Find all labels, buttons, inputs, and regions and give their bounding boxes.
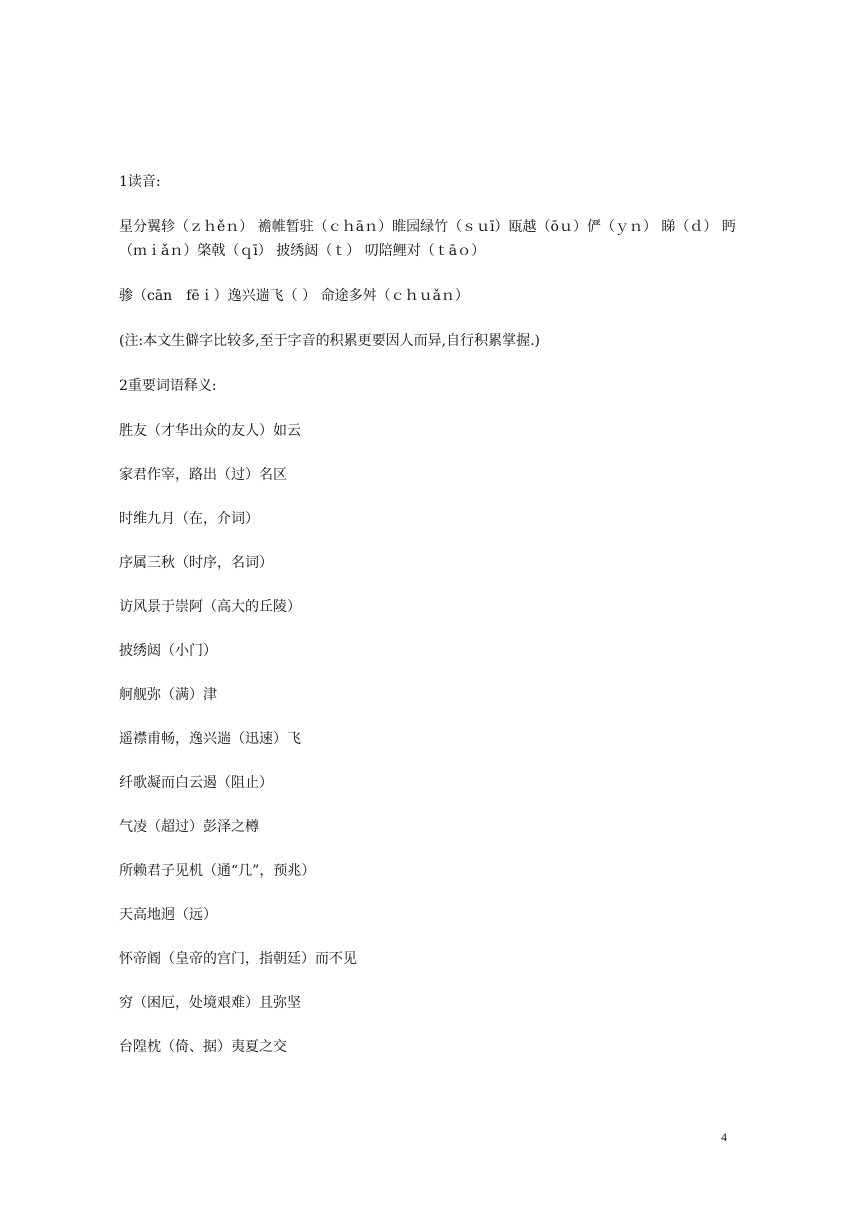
vocabulary-item: 访风景于崇阿（高大的丘陵） [119,599,301,615]
vocabulary-item: 时维九月（在，介词） [119,511,259,527]
note-line: (注:本文生僻字比较多,至于字音的积累更要因人而异,自行积累掌握.) [119,333,540,349]
vocabulary-item: 舸舰弥（满）津 [119,687,217,703]
vocabulary-item: 台隍枕（倚、据）夷夏之交 [119,1039,287,1055]
vocabulary-item: 所赖君子见机（通“几”，预兆） [119,863,316,879]
section-heading-vocabulary: 2重要词语释义: [119,378,217,394]
vocabulary-item: 胜友（才华出众的友人）如云 [119,423,301,439]
vocabulary-item: 序属三秋（时序，名词） [119,555,273,571]
section-heading-pronunciation: 1读音: [119,174,161,190]
pronunciation-line: 骖（cān fēｉ）逸兴遄飞（ ） 命途多舛（ｃｈｕǎｎ） [119,288,469,304]
vocabulary-item: 天高地迥（远） [119,907,217,923]
pronunciation-line: 星分翼轸（ｚｈěｎ） 襜帷暂驻（ｃｈāｎ）睢园绿竹（ｓｕī）瓯越（ōｕ）俨（ｙｎ） 睇（ｄ） 眄（ｍｉǎｎ）棨戟（ｑī） 披绣闼（ｔ） 叨陪鲤对（ｔāｏ） [119,219,736,259]
vocabulary-item: 家君作宰，路出（过）名区 [119,467,287,483]
vocabulary-item: 气凌（超过）彭泽之樽 [119,819,259,835]
page-number: 4 [721,1130,727,1144]
vocabulary-item: 遥襟甫畅，逸兴遄（迅速）飞 [119,731,301,747]
vocabulary-item: 穷（困厄，处境艰难）且弥坚 [119,995,301,1011]
document-body [119,170,739,1079]
vocabulary-item: 纤歌凝而白云遏（阻止） [119,775,273,791]
vocabulary-item: 披绣闼（小门） [119,643,217,659]
vocabulary-item: 怀帝阍（皇帝的宫门，指朝廷）而不见 [119,951,357,967]
